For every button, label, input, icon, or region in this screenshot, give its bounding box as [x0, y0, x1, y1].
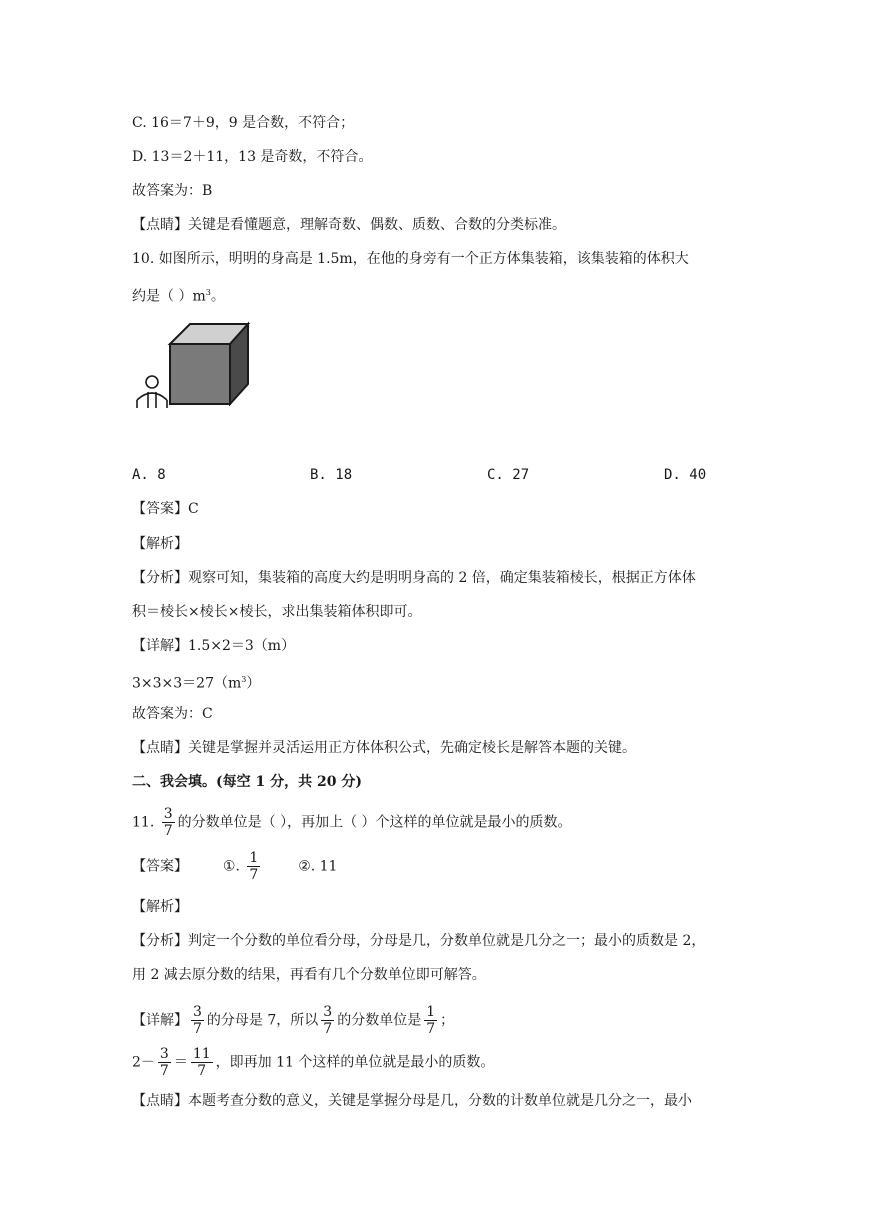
question-10-line1: 10. 如图所示，明明的身高是 1.5m，在他的身旁有一个正方体集装箱，该集装箱的体积大 — [132, 251, 689, 267]
q11-detail-fraction-denominator: 7 — [193, 1021, 202, 1037]
cubic-superscript: 3 — [205, 288, 211, 297]
q10-line2-suffix: 。 — [210, 288, 225, 305]
q11-calc-line — [132, 1046, 494, 1079]
q10-analysis-2: 积＝棱长×棱长×棱长，求出集装箱体积即可。 — [132, 604, 422, 620]
q11-text: 的分数单位是（ ），再加上（ ）个这样的单位就是最小的质数。 — [177, 814, 572, 831]
q10-final-answer: 故答案为：C — [132, 706, 213, 722]
q11-detail-label: 【详解】 — [132, 1012, 188, 1029]
q10-analysis-label: 【解析】 — [132, 536, 188, 552]
q10-line2-prefix: 约是（ ）m — [132, 288, 206, 305]
q11-calc-fraction — [158, 1046, 171, 1079]
q11-analysis-1: 【分析】判定一个分数的单位看分母，分母是几，分数单位就是几分之一；最小的质数是 2， — [132, 933, 706, 949]
q11-detail-fraction-numerator: 3 — [193, 1004, 202, 1020]
q11-analysis-label: 【解析】 — [132, 899, 188, 915]
q10-detail-2-prefix: 3×3×3＝27（m — [132, 675, 242, 692]
q11-detail-end: ； — [440, 1012, 455, 1029]
q11-answer-1-numerator: 1 — [249, 850, 259, 866]
q11-calc-equals: ＝ — [173, 1054, 188, 1071]
q11-answer-1-denominator: 7 — [249, 867, 259, 883]
q10-option-b: B. 18 — [310, 467, 353, 483]
q10-detail-1: 【详解】1.5×2＝3（m） — [132, 638, 296, 654]
q10-key-point: 【点睛】关键是掌握并灵活运用正方体体积公式，先确定棱长是解答本题的关键。 — [132, 740, 636, 756]
q11-detail-unit-numerator: 1 — [426, 1004, 436, 1020]
q11-calc-result-numerator: 11 — [192, 1046, 211, 1062]
q11-analysis-2: 用 2 减去原分数的结果，再看有几个分数单位即可解答。 — [132, 967, 486, 983]
q11-detail-unit-denominator: 7 — [426, 1021, 436, 1037]
q11-calc-prefix: 2－ — [132, 1054, 155, 1071]
q11-detail-fraction-2-denominator: 7 — [323, 1021, 333, 1037]
q11-calc-result-fraction — [191, 1046, 213, 1079]
q11-answer-line — [132, 850, 337, 883]
option-c-line: C. 16＝7＋9，9 是合数，不符合； — [132, 115, 355, 131]
section-2-title: 二、我会填。(每空 1 分，共 20 分) — [132, 774, 362, 790]
key-point-9: 【点睛】关键是看懂题意，理解奇数、偶数、质数、合数的分类标准。 — [132, 217, 566, 233]
question-10-line2 — [132, 284, 225, 306]
q10-detail-2 — [132, 671, 260, 693]
q10-option-c: C. 27 — [487, 467, 530, 483]
q11-detail-mid: 的分母是 7，所以 — [206, 1012, 319, 1029]
q11-answer-1-prefix: ①. — [222, 858, 240, 875]
q11-number: 11. — [132, 814, 155, 831]
q11-detail-unit-fraction — [424, 1004, 437, 1037]
q10-option-d: D. 40 — [664, 467, 707, 483]
q11-answer-2: ②. 11 — [298, 858, 338, 875]
answer-b-line: 故答案为：B — [132, 183, 213, 199]
q11-detail-mid2: 的分数单位是 — [337, 1012, 422, 1029]
container-figure — [132, 320, 257, 410]
q11-fraction — [162, 806, 175, 839]
q11-calc-result-denominator: 7 — [197, 1063, 207, 1079]
q11-detail-fraction — [191, 1004, 204, 1037]
q11-detail-fraction-2-numerator: 3 — [323, 1004, 333, 1020]
q10-detail-2-suffix: ） — [246, 675, 261, 692]
q10-answer: 【答案】C — [132, 501, 199, 517]
q11-fraction-denominator: 7 — [163, 823, 173, 839]
q11-calc-suffix: ，即再加 11 个这样的单位就是最小的质数。 — [215, 1054, 495, 1071]
q11-fraction-numerator: 3 — [163, 806, 173, 822]
option-d-line: D. 13＝2＋11，13 是奇数，不符合。 — [132, 149, 373, 165]
q11-answer-1-fraction — [247, 850, 260, 883]
question-11-line — [132, 806, 572, 839]
q11-calc-denominator: 7 — [159, 1063, 169, 1079]
person-icon — [137, 376, 167, 408]
q11-key-point: 【点睛】本题考查分数的意义，关键是掌握分母是几，分数的计数单位就是几分之一，最小 — [132, 1093, 692, 1109]
q11-detail-line — [132, 1004, 454, 1037]
cube-front-face — [170, 344, 230, 404]
q11-answer-label: 【答案】 — [132, 858, 188, 875]
q10-option-a: A. 8 — [132, 467, 166, 483]
q10-analysis-1: 【分析】观察可知，集装箱的高度大约是明明身高的 2 倍，确定集装箱棱长，根据正方体体 — [132, 570, 696, 586]
q11-detail-fraction-2 — [321, 1004, 334, 1037]
q11-calc-numerator: 3 — [159, 1046, 169, 1062]
cubic-superscript: 3 — [241, 675, 247, 684]
